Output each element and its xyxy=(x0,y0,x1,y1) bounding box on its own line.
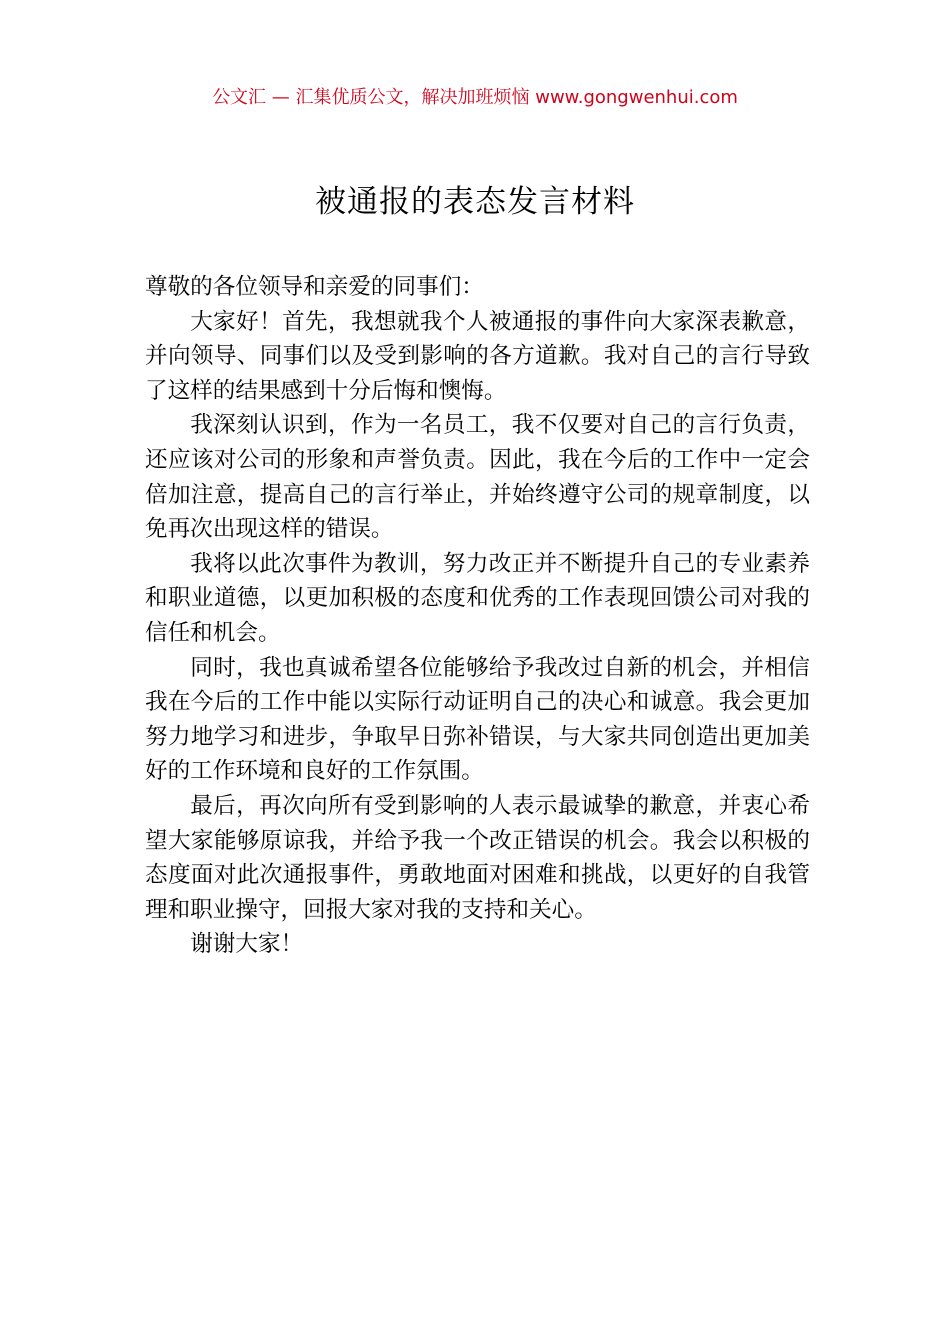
closing: 谢谢大家！ xyxy=(190,931,304,958)
paragraph: 大家好！首先，我想就我个人被通报的事件向大家深表歉意，并向领导、同事们以及受到影响的各方道歉。我对自己的言行导致了这样的结果感到十分后悔和懊悔。 xyxy=(145,308,810,404)
page-title: 被通报的表态发言材料 xyxy=(315,184,635,220)
document-body xyxy=(145,270,810,962)
header-banner[interactable]: 公文汇 — 汇集优质公文，解决加班烦恼 www.gongwenhui.com xyxy=(212,87,738,108)
paragraph: 我深刻认识到，作为一名员工，我不仅要对自己的言行负责，还应该对公司的形象和声誉负责。因此，我在今后的工作中一定会倍加注意，提高自己的言行举止，并始终遵守公司的规章制度，以免再次出现这样的错误。 xyxy=(145,412,810,543)
salutation: 尊敬的各位领导和亲爱的同事们： xyxy=(145,274,484,300)
paragraph: 同时，我也真诚希望各位能够给予我改过自新的机会，并相信我在今后的工作中能以实际行动证明自己的决心和诚意。我会更加努力地学习和进步，争取早日弥补错误，与大家共同创造出更加美好的工作环境和良好的工作氛围。 xyxy=(145,654,810,785)
paragraph: 最后，再次向所有受到影响的人表示最诚挚的歉意，并衷心希望大家能够原谅我，并给予我一个改正错误的机会。我会以积极的态度面对此次通报事件，勇敢地面对困难和挑战，以更好的自我管理和职业操守，回报大家对我的支持和关心。 xyxy=(145,792,810,923)
paragraph: 我将以此次事件为教训，努力改正并不断提升自己的专业素养和职业道德，以更加积极的态度和优秀的工作表现回馈公司对我的信任和机会。 xyxy=(145,550,810,646)
